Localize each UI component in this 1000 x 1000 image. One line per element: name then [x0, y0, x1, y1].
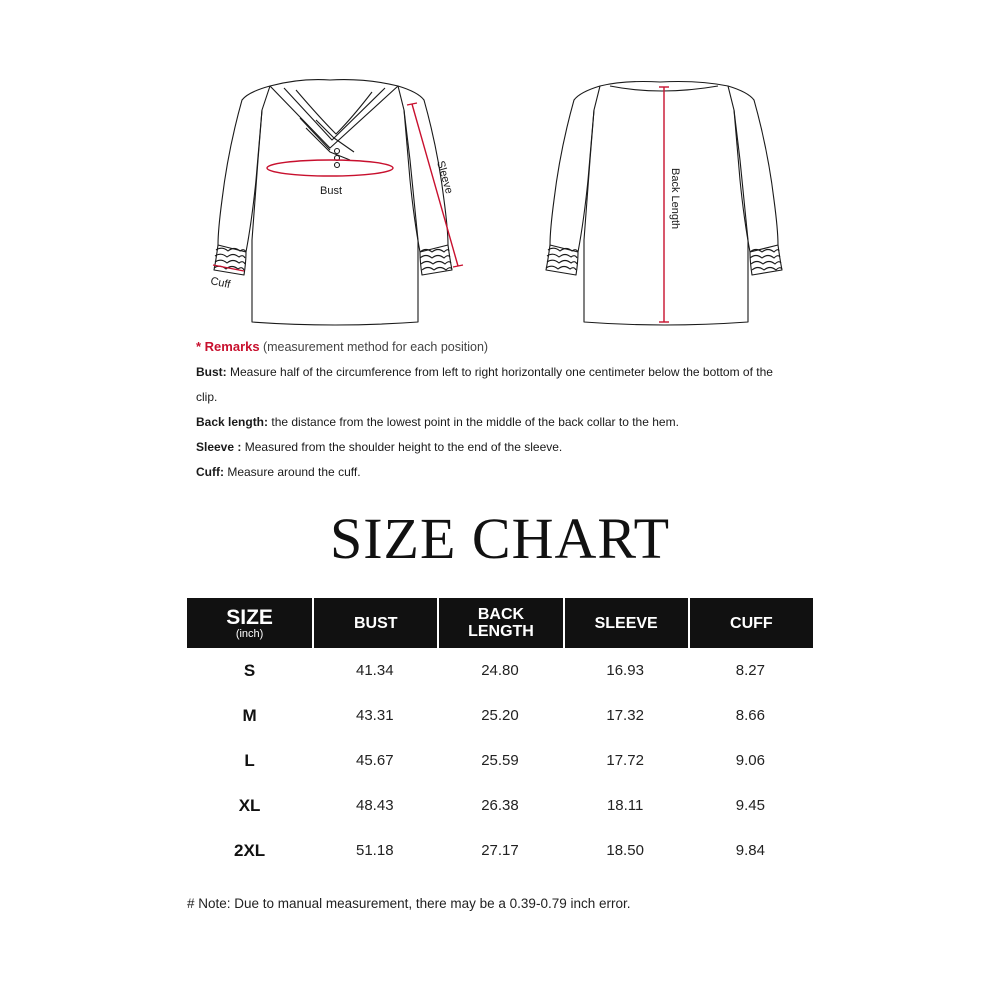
header-cuff-label: CUFF — [730, 614, 773, 632]
table-row — [187, 828, 813, 873]
back-length-cell: 27.17 — [481, 842, 519, 859]
bust-label: Bust — [320, 185, 343, 197]
remark-term: Bust: — [196, 365, 227, 379]
remarks-section — [196, 338, 806, 488]
size-cell: M — [242, 705, 257, 725]
table-row — [187, 693, 813, 738]
measurement-lines — [213, 87, 669, 322]
header-back-length — [437, 598, 562, 648]
cuff-cell: 9.84 — [735, 842, 765, 859]
header-size-unit: (inch) — [235, 627, 264, 640]
header-sleeve-label: SLEEVE — [594, 614, 658, 632]
size-table — [187, 598, 813, 873]
header-bust — [312, 598, 437, 648]
header-back-label: BACK — [477, 606, 525, 623]
remark-text: the distance from the lowest point in the middle of the back collar to the hem. — [271, 415, 679, 429]
remarks-subtitle: (measurement method for each position) — [262, 340, 489, 354]
remarks-title: * Remarks — [196, 339, 260, 354]
bust-cell: 51.18 — [356, 842, 394, 859]
size-cell: S — [243, 660, 256, 680]
measurement-note: # Note: Due to manual measurement, there may be a 0.39-0.79 inch error. — [187, 896, 631, 911]
back-length-cell: 25.20 — [481, 707, 519, 724]
bust-cell: 48.43 — [356, 797, 394, 814]
cuff-cell: 9.06 — [735, 752, 765, 769]
table-row — [187, 783, 813, 828]
header-bust-label: BUST — [354, 614, 398, 632]
bust-cell: 43.31 — [356, 707, 394, 724]
table-header-row — [187, 598, 813, 648]
sleeve-cell: 17.72 — [606, 752, 644, 769]
remark-term: Cuff: — [196, 465, 224, 479]
header-cuff — [688, 598, 813, 648]
header-sleeve — [563, 598, 688, 648]
cuff-cell: 9.45 — [735, 797, 765, 814]
sleeve-cell: 17.32 — [606, 707, 644, 724]
remark-term: Sleeve : — [196, 440, 242, 454]
bust-cell: 45.67 — [356, 752, 394, 769]
header-length-label: LENGTH — [468, 623, 534, 640]
back-length-cell: 26.38 — [481, 797, 519, 814]
size-cell: 2XL — [234, 840, 266, 860]
bust-measure-line — [267, 160, 393, 176]
size-cell: L — [244, 750, 255, 770]
remark-term: Back length: — [196, 415, 269, 429]
table-row — [187, 738, 813, 783]
header-size — [187, 598, 312, 648]
remarks-heading — [196, 338, 806, 363]
remark-item — [196, 388, 806, 413]
remark-item — [196, 463, 806, 488]
front-view-drawing — [214, 80, 452, 325]
header-size-label: SIZE — [226, 605, 273, 629]
bust-cell: 41.34 — [356, 662, 394, 679]
remark-text: Measure around the cuff. — [227, 465, 361, 479]
garment-diagram — [0, 0, 1000, 340]
cuff-cell: 8.27 — [735, 662, 765, 679]
table-row — [187, 648, 813, 693]
cuff-cell: 8.66 — [735, 707, 765, 724]
cuff-label: Cuff — [209, 275, 232, 292]
back-length-cell: 25.59 — [481, 752, 519, 769]
remark-item — [196, 413, 806, 438]
remark-text: clip. — [196, 390, 218, 404]
size-chart-title: SIZE CHART — [329, 506, 671, 571]
remark-text: Measure half of the circumference from left to right horizontally one centimeter below the bottom of the — [230, 365, 773, 379]
sleeve-cell: 16.93 — [606, 662, 644, 679]
sleeve-cell: 18.50 — [606, 842, 644, 859]
sleeve-label: Sleeve — [434, 159, 455, 196]
size-cell: XL — [238, 795, 261, 815]
back-length-cell: 24.80 — [481, 662, 519, 679]
remark-item — [196, 438, 806, 463]
remark-text: Measured from the shoulder height to the end of the sleeve. — [244, 440, 563, 454]
sleeve-cell: 18.11 — [606, 797, 644, 814]
back-length-label: Back Length — [669, 168, 681, 230]
remark-item — [196, 363, 806, 388]
